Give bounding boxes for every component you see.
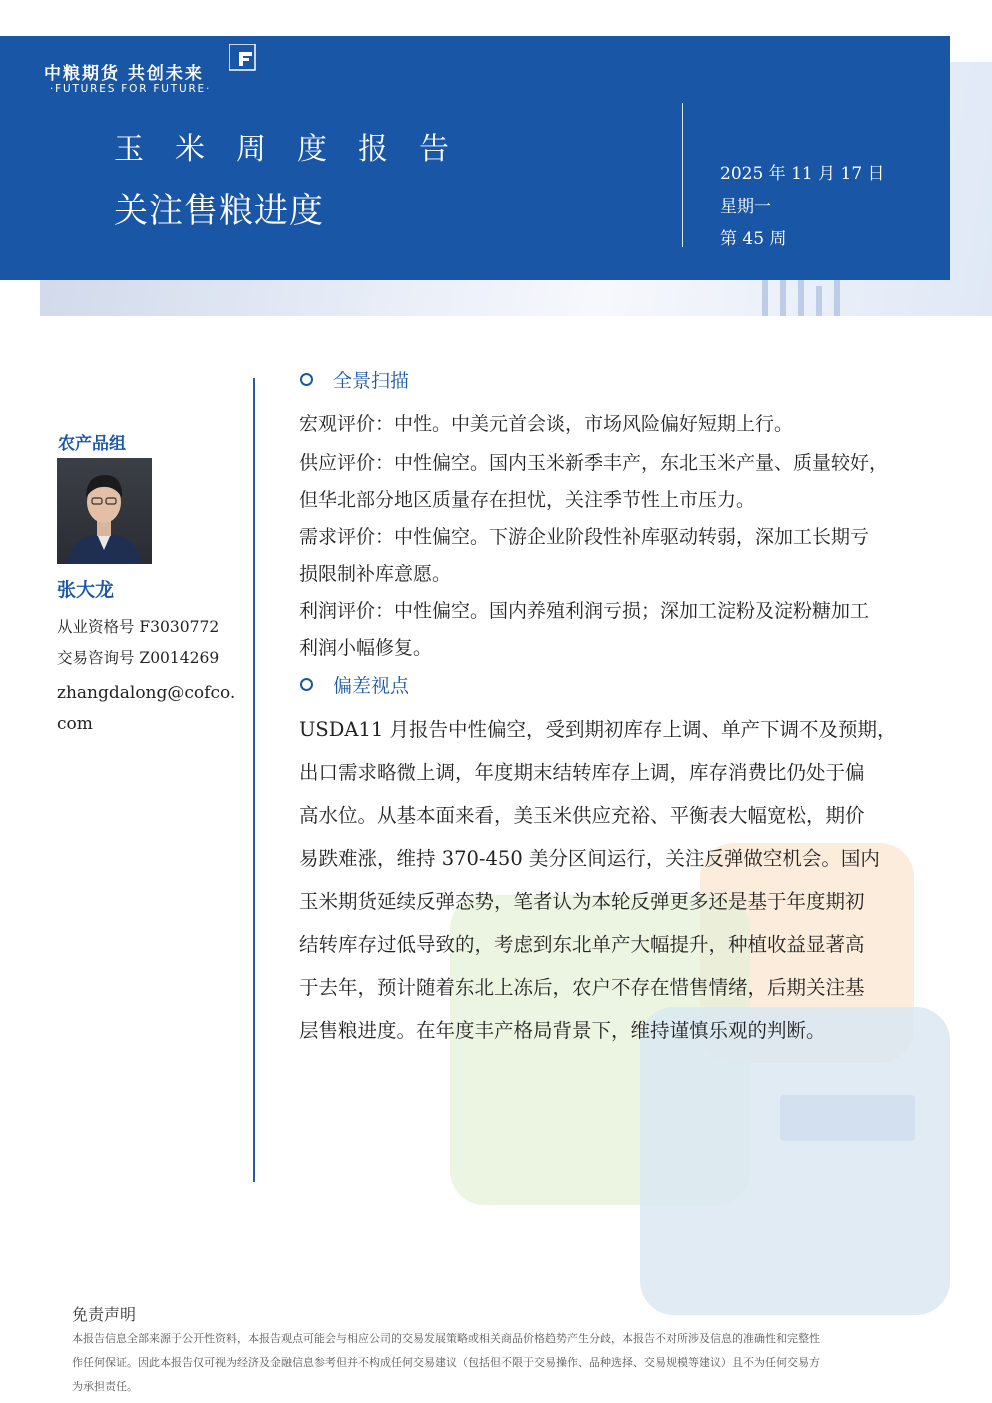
disclaimer-title: 免责声明 [72,1305,137,1324]
section-title: 偏差视点 [333,674,410,697]
overview-line: 供应评价：中性偏空。国内玉米新季丰产，东北玉米产量、质量较好， [299,452,889,474]
logo-icon [229,44,257,72]
column-divider [253,378,255,1182]
deviation-line: 高水位。从基本面来看，美玉米供应充裕、平衡表大幅宽松，期价 [299,804,865,827]
deviation-line: 于去年，预计随着东北上冻后，农户不存在惜售情绪，后期关注基 [299,976,865,999]
decor-blue-block [780,1095,915,1141]
overview-line: 宏观评价：中性。中美元首会谈，市场风险偏好短期上行。 [299,413,794,435]
department-label: 农产品组 [58,434,126,454]
overview-line: 需求评价：中性偏空。下游企业阶段性补库驱动转弱，深加工长期亏 [299,526,870,548]
overview-line: 利润评价：中性偏空。国内养殖利润亏损；深加工淀粉及淀粉糖加工 [299,600,870,622]
author-email[interactable]: zhangdalong@cofco.com [57,683,236,734]
report-weekday: 星期一 [720,197,771,217]
deviation-line: 玉米期货延续反弹态势，笔者认为本轮反弹更多还是基于年度期初 [299,890,865,913]
report-issue: 第 45 周 [720,229,787,249]
disclaimer-line: 作任何保证。因此本报告仅可视为经济及金融信息参考但并不构成任何交易建议（包括但不限于交易操作、品种选择、交易规模等建议）且不为任何交易方 [72,1356,820,1369]
decor-blue-panel [640,1007,950,1315]
bullet-circle-icon [300,678,313,691]
logo-slogan: ·FUTURES FOR FUTURE· [50,83,212,95]
deviation-line: 出口需求略微上调，年度期末结转库存上调，库存消费比仍处于偏 [299,761,865,784]
section-heading-deviation [300,672,409,696]
disclaimer-line: 为承担责任。 [72,1380,138,1393]
disclaimer-line: 本报告信息全部来源于公开性资料，本报告观点可能会与相应公司的交易发展策略或相关商品价格趋势产生分歧，本报告不对所涉及信息的准确性和完整性 [72,1332,820,1345]
deviation-line: 易跌难涨，维持 370-450 美分区间运行，关注反弹做空机会。国内 [299,847,880,870]
deviation-line: 结转库存过低导致的，考虑到东北单产大幅提升，种植收益显著高 [299,933,865,956]
report-subtitle: 关注售粮进度 [114,191,324,231]
report-date: 2025 年 11 月 17 日 [720,164,885,184]
banner-divider [682,103,683,247]
bullet-circle-icon [300,373,313,386]
author-consulting-id: 交易咨询号 Z0014269 [57,649,220,667]
overview-line: 损限制补库意愿。 [299,563,452,585]
deviation-line: 层售粮进度。在年度丰产格局背景下，维持谨慎乐观的判断。 [299,1019,826,1042]
section-heading-overview [300,367,409,391]
logo-text: 中粮期货 共创未来 [44,64,204,84]
author-photo [57,458,152,564]
deviation-line: USDA11 月报告中性偏空，受到期初库存上调、单产下调不及预期， [299,718,897,741]
author-qualification: 从业资格号 F3030772 [57,618,220,636]
overview-line: 但华北部分地区质量存在担忧，关注季节性上市压力。 [299,489,756,511]
section-title: 全景扫描 [333,369,410,392]
author-name: 张大龙 [57,579,115,601]
overview-line: 利润小幅修复。 [299,637,433,659]
report-title: 玉米周度报告 [114,132,480,167]
